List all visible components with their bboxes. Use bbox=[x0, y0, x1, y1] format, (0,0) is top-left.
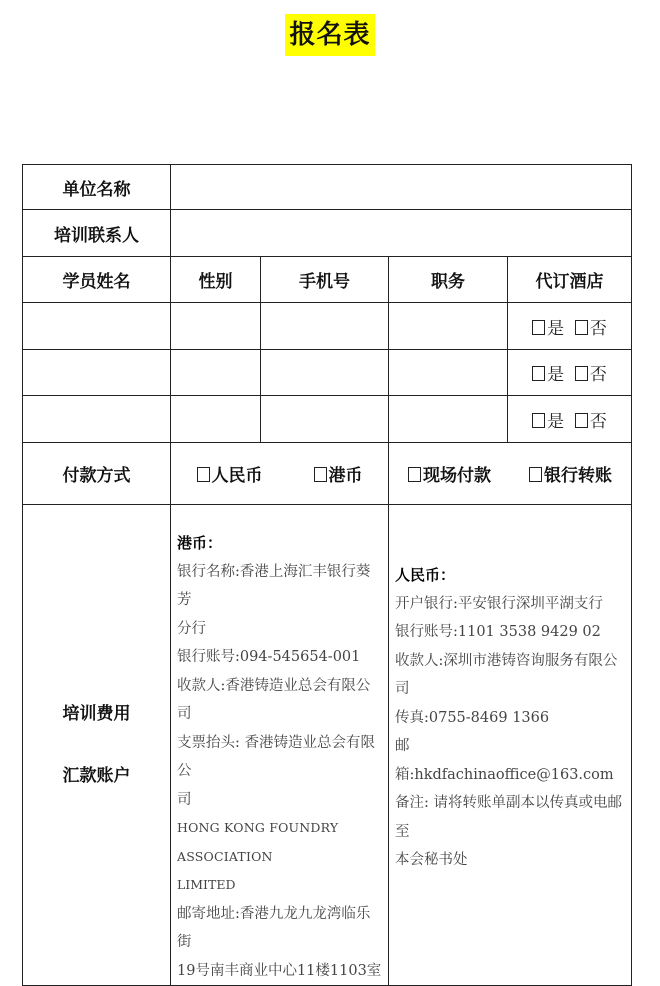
student-name-cell[interactable] bbox=[23, 350, 171, 396]
payment-option-rmb[interactable] bbox=[197, 461, 263, 486]
hotel-no-checkbox[interactable] bbox=[575, 366, 588, 381]
hkd-line: 银行账号:094-545654-001 bbox=[177, 649, 361, 665]
student-row bbox=[23, 396, 632, 443]
student-name-header: 学员姓名 bbox=[23, 257, 171, 303]
hotel-no-label: 否 bbox=[589, 365, 607, 385]
hotel-yes-checkbox[interactable] bbox=[532, 366, 545, 381]
hotel-header: 代订酒店 bbox=[508, 257, 632, 303]
position-cell[interactable] bbox=[389, 350, 508, 396]
hotel-yes-checkbox[interactable] bbox=[532, 320, 545, 335]
hotel-no-checkbox[interactable] bbox=[575, 413, 588, 428]
position-cell[interactable] bbox=[389, 396, 508, 443]
account-row bbox=[23, 505, 632, 986]
hkd-line: HONG KONG FOUNDRY ASSOCIATION bbox=[177, 820, 339, 864]
hotel-yes-label: 是 bbox=[547, 365, 565, 385]
unit-name-row bbox=[23, 165, 632, 210]
rmb-label: 人民币 bbox=[211, 466, 263, 486]
hkd-line: LIMITED bbox=[177, 877, 236, 892]
hotel-no-label: 否 bbox=[589, 411, 607, 432]
payment-option-transfer[interactable] bbox=[529, 461, 612, 486]
hotel-yes-label: 是 bbox=[547, 318, 565, 339]
rmb-line: 银行账号:1101 3538 9429 02 bbox=[395, 624, 601, 640]
position-header: 职务 bbox=[389, 257, 508, 303]
hotel-choice-cell bbox=[508, 396, 632, 443]
onsite-checkbox[interactable] bbox=[408, 467, 421, 482]
hotel-yes-checkbox[interactable] bbox=[532, 413, 545, 428]
rmb-line: 开户银行:平安银行深圳平湖支行 bbox=[395, 595, 603, 612]
payment-currency-cell bbox=[171, 443, 389, 505]
unit-name-field[interactable] bbox=[171, 165, 632, 210]
hkd-line: 分行 bbox=[177, 620, 206, 637]
payment-option-onsite[interactable] bbox=[408, 461, 491, 486]
payment-method-row bbox=[23, 443, 632, 505]
fee-account-label-cell bbox=[23, 505, 171, 986]
gender-cell[interactable] bbox=[171, 303, 261, 350]
hotel-choice-cell bbox=[508, 350, 632, 396]
rmb-checkbox[interactable] bbox=[197, 467, 210, 482]
hkd-line: 19号南丰商业中心11楼1103室 bbox=[177, 962, 382, 979]
hkd-checkbox[interactable] bbox=[314, 467, 327, 482]
hkd-line: 收款人:香港铸造业总会有限公司 bbox=[177, 677, 371, 722]
hotel-yes-label: 是 bbox=[547, 411, 565, 432]
rmb-line: 本会秘书处 bbox=[395, 852, 468, 868]
position-cell[interactable] bbox=[389, 303, 508, 350]
page-title: 报名表 bbox=[285, 14, 374, 56]
hkd-line: 司 bbox=[177, 791, 192, 808]
rmb-line: 邮箱:hkdfachinaoffice@163.com bbox=[395, 738, 614, 783]
contact-label: 培训联系人 bbox=[23, 210, 171, 257]
fee-label-line1: 培训费用 bbox=[62, 704, 131, 724]
phone-cell[interactable] bbox=[261, 303, 389, 350]
rmb-heading: 人民币： bbox=[395, 566, 456, 584]
payment-option-hkd[interactable] bbox=[314, 461, 363, 486]
hotel-no-label: 否 bbox=[589, 318, 607, 339]
title-area bbox=[0, 14, 660, 56]
unit-name-label: 单位名称 bbox=[23, 165, 171, 210]
hkd-line: 支票抬头: 香港铸造业总会有限公 bbox=[177, 734, 375, 779]
student-row bbox=[23, 350, 632, 396]
rmb-line: 收款人:深圳市港铸咨询服务有限公司 bbox=[395, 652, 618, 697]
transfer-checkbox[interactable] bbox=[529, 467, 542, 482]
hkd-label: 港币 bbox=[328, 466, 363, 486]
rmb-account-cell bbox=[389, 505, 632, 986]
hotel-choice-cell bbox=[508, 303, 632, 350]
phone-header: 手机号 bbox=[261, 257, 389, 303]
payment-method-label: 付款方式 bbox=[23, 443, 171, 505]
transfer-label: 银行转账 bbox=[544, 466, 612, 486]
student-name-cell[interactable] bbox=[23, 396, 171, 443]
rmb-line: 传真:0755-8469 1366 bbox=[395, 709, 550, 726]
gender-cell[interactable] bbox=[171, 396, 261, 443]
student-header-row bbox=[23, 257, 632, 303]
phone-cell[interactable] bbox=[261, 396, 389, 443]
phone-cell[interactable] bbox=[261, 350, 389, 396]
student-row bbox=[23, 303, 632, 350]
hkd-line: 邮寄地址:香港九龙九龙湾临乐街 bbox=[177, 905, 371, 950]
hkd-heading: 港币： bbox=[177, 534, 223, 552]
contact-row bbox=[23, 210, 632, 257]
registration-form-table bbox=[22, 164, 632, 986]
hkd-line: 银行名称:香港上海汇丰银行葵芳 bbox=[177, 563, 371, 608]
contact-field[interactable] bbox=[171, 210, 632, 257]
payment-type-cell bbox=[389, 443, 632, 505]
hkd-account-cell bbox=[171, 505, 389, 986]
rmb-line: 备注: 请将转账单副本以传真或电邮至 bbox=[395, 795, 622, 840]
onsite-label: 现场付款 bbox=[423, 466, 491, 486]
gender-header: 性别 bbox=[171, 257, 261, 303]
fee-label-line2: 汇款账户 bbox=[62, 766, 131, 786]
gender-cell[interactable] bbox=[171, 350, 261, 396]
hotel-no-checkbox[interactable] bbox=[575, 320, 588, 335]
student-name-cell[interactable] bbox=[23, 303, 171, 350]
